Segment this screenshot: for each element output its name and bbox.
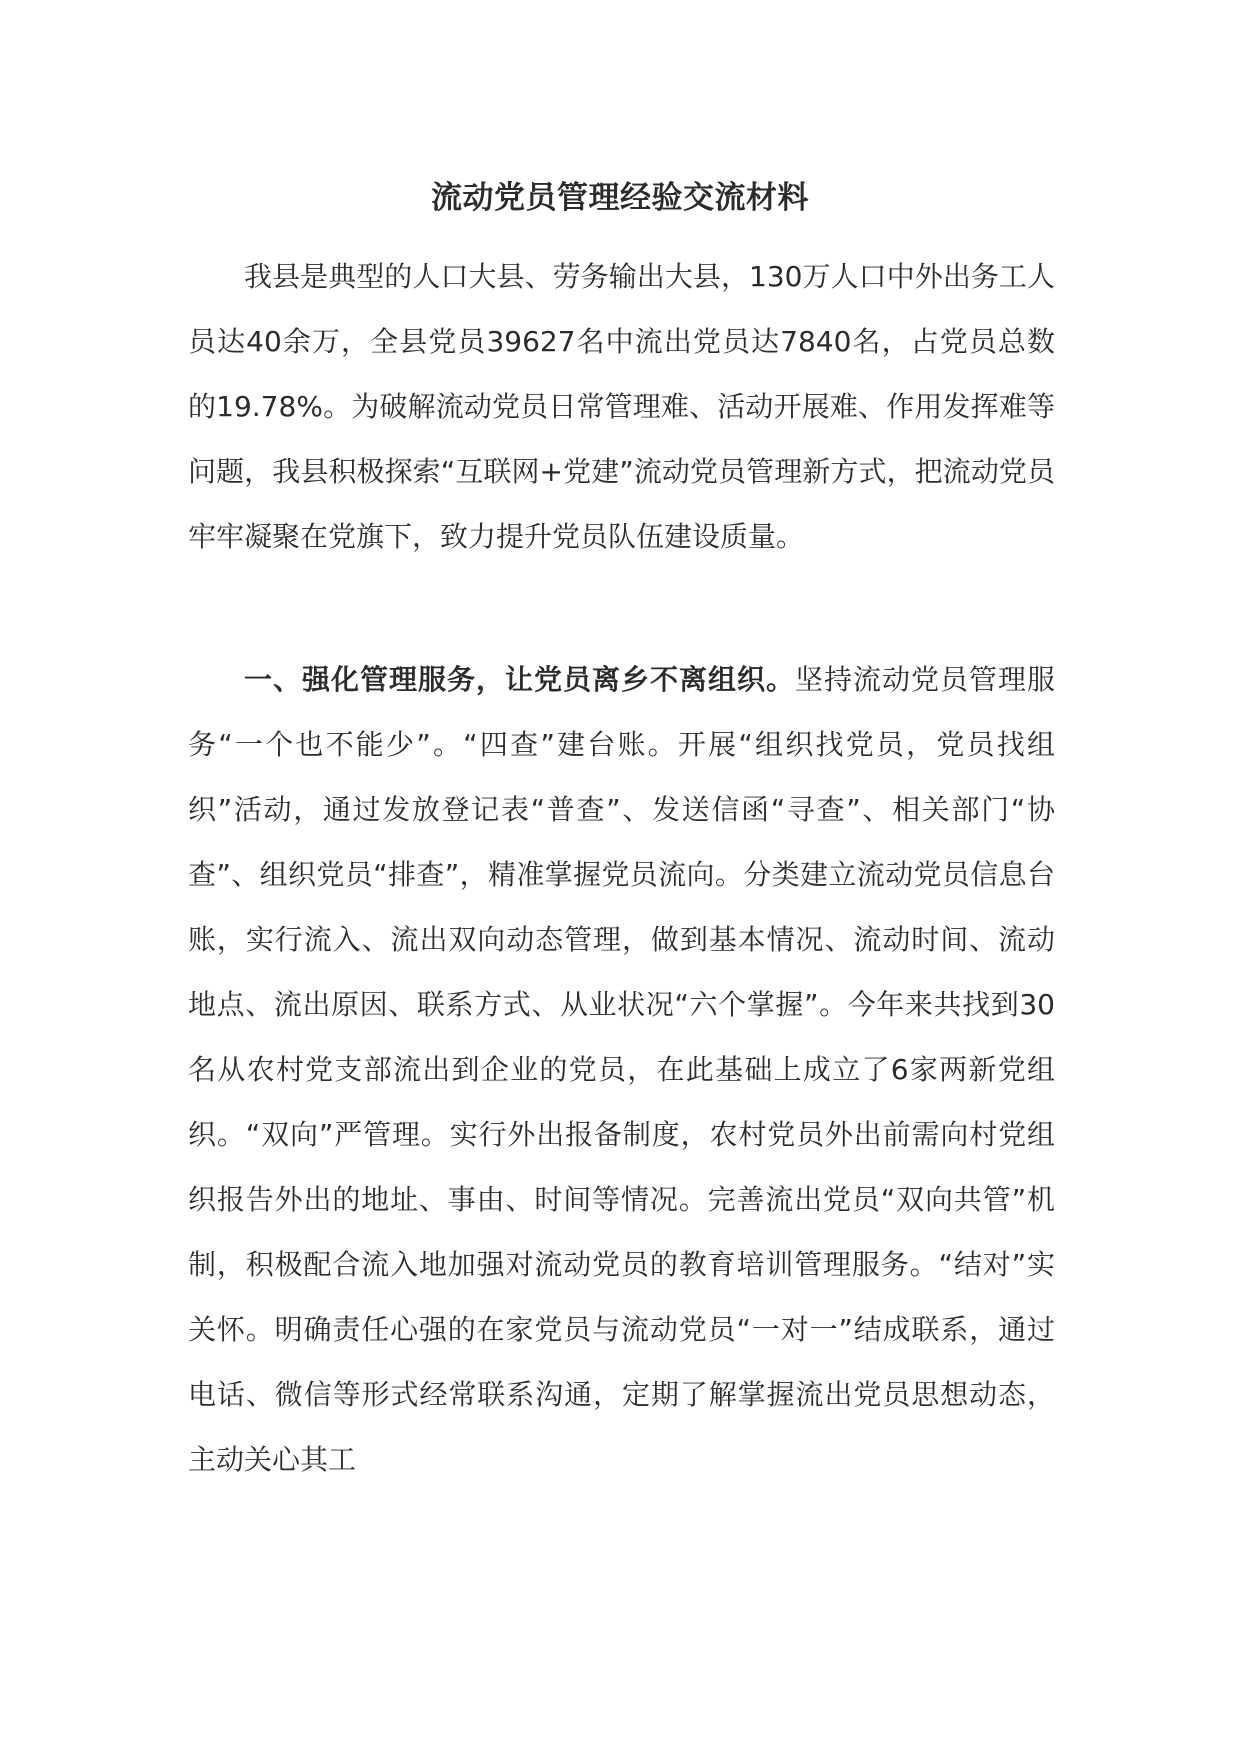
paragraph-text: 我县是典型的人口大县、劳务输出大县，130万人口中外出务工人员达40余万，全县党员39627名中流出党员达7840名，占党员总数的19.78%。为破解流动党员日常管理难、活动开展难、作用发挥难等问题，我县积极探索“互联网+党建”流动党员管理新方式，把流动党员牢牢凝聚在党旗下，致力提升党员队伍建设质量。 — [188, 260, 1055, 553]
paragraph-intro — [188, 244, 1055, 569]
paragraph-text: 坚持流动党员管理服务“一个也不能少”。“四查”建台账。开展“组织找党员，党员找组织”活动，通过发放登记表“普查”、发送信函“寻查”、相关部门“协查”、组织党员“排查”，精准掌握党员流向。分类建立流动党员信息台账，实行流入、流出双向动态管理，做到基本情况、流动时间、流动地点、流出原因、联系方式、从业状况“六个掌握”。今年来共找到30名从农村党支部流出到企业的党员，在此基础上成立了6家两新党组织。“双向”严管理。实行外出报备制度，农村党员外出前需向村党组织报告外出的地址、事由、时间等情况。完善流出党员“双向共管”机制，积极配合流入地加强对流动党员的教育培训管理服务。“结对”实关怀。明确责任心强的在家党员与流动党员“一对一”结成联系，通过电话、微信等形式经常联系沟通，定期了解掌握流出党员思想动态，主动关心其工 — [188, 663, 1055, 1476]
section-heading: 一、强化管理服务，让党员离乡不离组织。 — [244, 663, 795, 696]
document-title: 流动党员管理经验交流材料 — [431, 180, 809, 216]
paragraph-section-1 — [188, 647, 1055, 1492]
